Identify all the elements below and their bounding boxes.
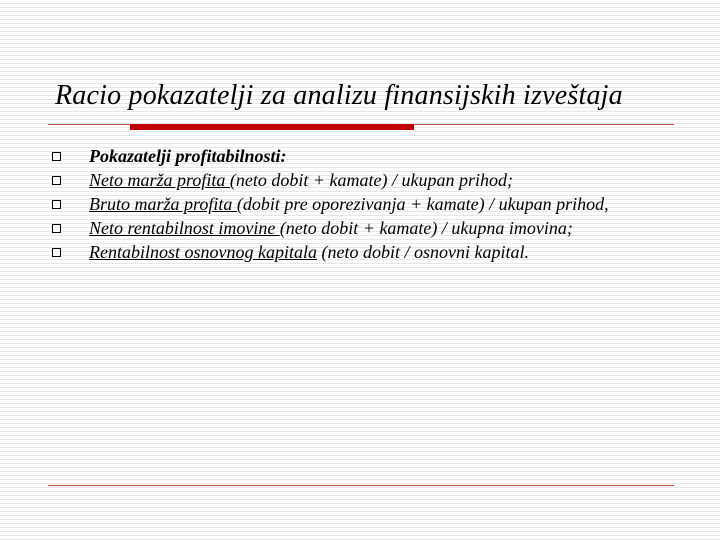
bullet-detail: (neto dobit / osnovni kapital.	[316, 242, 529, 262]
title-underline-accent	[130, 124, 414, 130]
footer-rule	[48, 485, 674, 486]
square-bullet-icon	[52, 152, 61, 161]
bullet-label: Pokazatelji profitabilnosti:	[89, 146, 287, 166]
bullet-label: Bruto marža profita	[89, 194, 237, 214]
bullet-label: Rentabilnost osnovnog kapitala	[89, 242, 317, 262]
square-bullet-icon	[52, 224, 61, 233]
bullet-item-gross-margin	[52, 192, 692, 216]
bullet-item-net-roa	[52, 216, 692, 240]
square-bullet-icon	[52, 248, 61, 257]
slide-title: Racio pokazatelji za analizu finansijskih izveštaja	[55, 80, 623, 111]
bullet-detail: (neto dobit + kamate) / ukupna imovina;	[279, 218, 573, 238]
bullet-item-equity-return	[52, 240, 692, 264]
bullet-detail: (neto dobit + kamate) / ukupan prihod;	[229, 170, 513, 190]
bullet-item-profitability	[52, 144, 692, 168]
bullet-detail: (dobit pre oporezivanja + kamate) / ukupan prihod,	[236, 194, 609, 214]
bullet-label: Neto marža profita	[89, 170, 230, 190]
bullet-list	[52, 144, 692, 264]
square-bullet-icon	[52, 176, 61, 185]
square-bullet-icon	[52, 200, 61, 209]
bullet-label: Neto rentabilnost imovine	[89, 218, 280, 238]
bullet-item-net-margin	[52, 168, 692, 192]
